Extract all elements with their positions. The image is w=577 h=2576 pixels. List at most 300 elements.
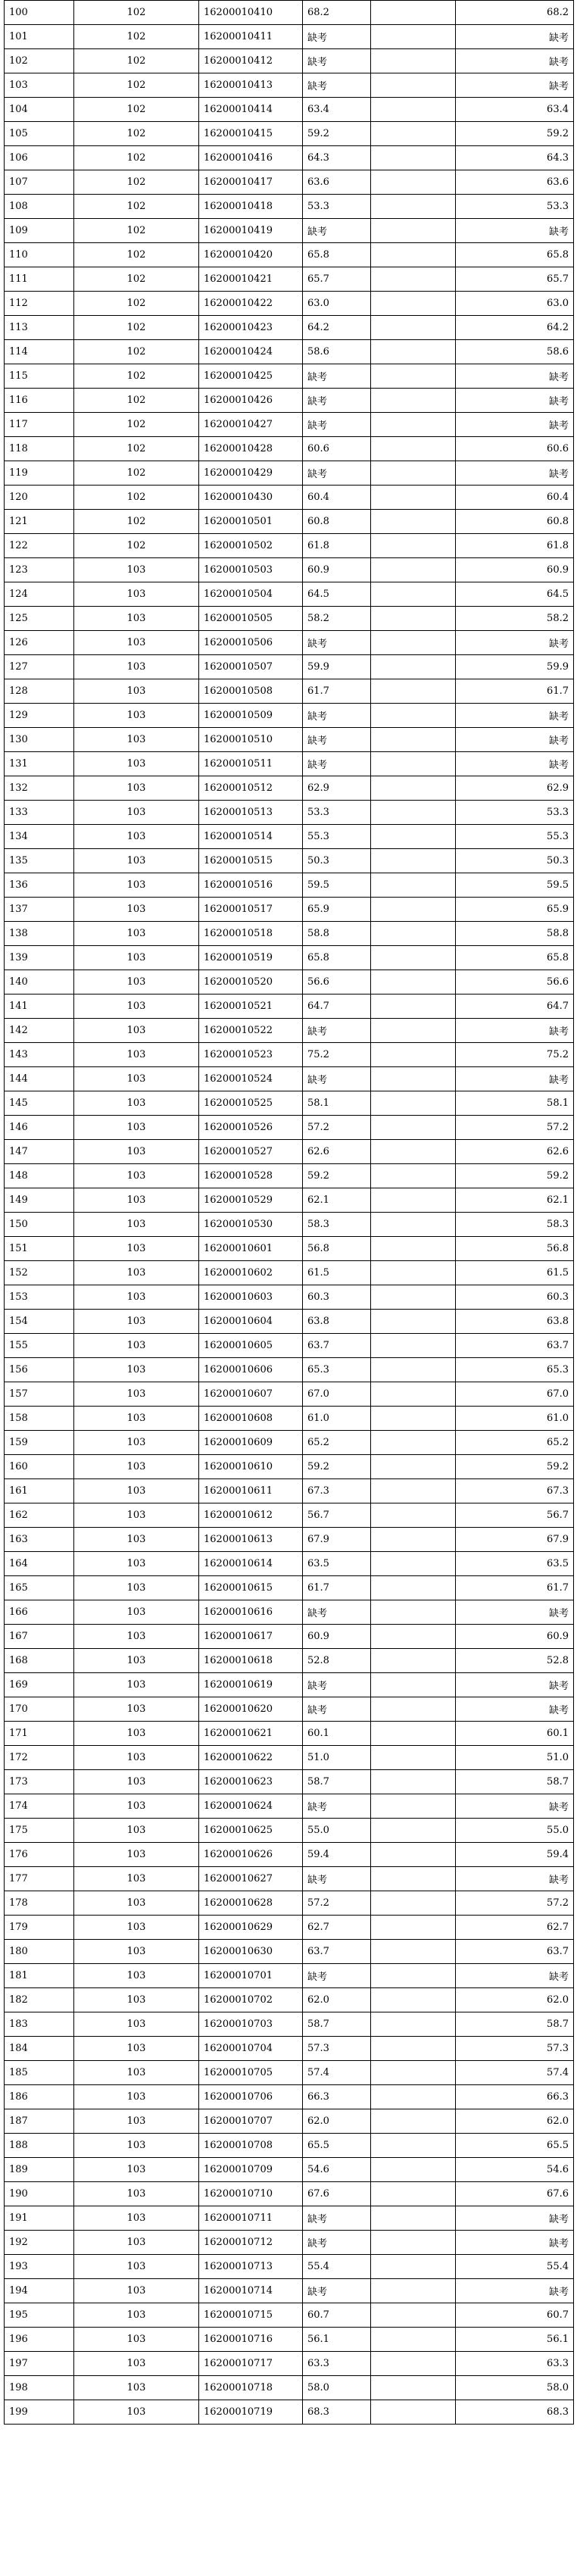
total-score-cell: 59.4 [456, 1843, 574, 1867]
exam-room-cell: 103 [74, 752, 199, 776]
written-score-cell: 缺考 [303, 1697, 371, 1722]
written-score-cell: 65.2 [303, 1431, 371, 1455]
table-row [5, 558, 574, 582]
written-score-cell: 缺考 [303, 413, 371, 437]
total-score-cell: 67.0 [456, 1382, 574, 1407]
table-row [5, 1503, 574, 1528]
row-number-cell: 104 [5, 98, 74, 122]
row-number-cell: 117 [5, 413, 74, 437]
extra-score-cell [371, 776, 456, 801]
written-score-cell: 57.3 [303, 2037, 371, 2061]
table-row [5, 510, 574, 534]
total-score-cell: 缺考 [456, 413, 574, 437]
table-row [5, 98, 574, 122]
written-score-cell: 59.4 [303, 1843, 371, 1867]
exam-room-cell: 103 [74, 898, 199, 922]
total-score-cell: 65.3 [456, 1358, 574, 1382]
exam-room-cell: 103 [74, 1043, 199, 1067]
row-number-cell: 187 [5, 2109, 74, 2134]
extra-score-cell [371, 2279, 456, 2303]
extra-score-cell [371, 994, 456, 1019]
table-row [5, 1794, 574, 1819]
exam-room-cell: 103 [74, 704, 199, 728]
written-score-cell: 缺考 [303, 2279, 371, 2303]
table-row [5, 655, 574, 679]
total-score-cell: 缺考 [456, 461, 574, 486]
extra-score-cell [371, 728, 456, 752]
written-score-cell: 60.8 [303, 510, 371, 534]
candidate-id-cell: 16200010709 [199, 2158, 303, 2182]
exam-room-cell: 103 [74, 1334, 199, 1358]
written-score-cell: 63.5 [303, 1552, 371, 1576]
extra-score-cell [371, 2158, 456, 2182]
extra-score-cell [371, 1140, 456, 1164]
total-score-cell: 缺考 [456, 25, 574, 49]
candidate-id-cell: 16200010719 [199, 2400, 303, 2425]
exam-room-cell: 102 [74, 73, 199, 98]
candidate-id-cell: 16200010611 [199, 1479, 303, 1503]
row-number-cell: 110 [5, 243, 74, 267]
candidate-id-cell: 16200010525 [199, 1091, 303, 1116]
written-score-cell: 缺考 [303, 1600, 371, 1625]
candidate-id-cell: 16200010423 [199, 316, 303, 340]
written-score-cell: 57.4 [303, 2061, 371, 2085]
exam-room-cell: 103 [74, 1503, 199, 1528]
row-number-cell: 121 [5, 510, 74, 534]
total-score-cell: 58.8 [456, 922, 574, 946]
candidate-id-cell: 16200010512 [199, 776, 303, 801]
candidate-id-cell: 16200010523 [199, 1043, 303, 1067]
written-score-cell: 62.7 [303, 1916, 371, 1940]
extra-score-cell [371, 655, 456, 679]
exam-room-cell: 103 [74, 1746, 199, 1770]
written-score-cell: 62.0 [303, 2109, 371, 2134]
candidate-id-cell: 16200010712 [199, 2231, 303, 2255]
total-score-cell: 缺考 [456, 364, 574, 389]
candidate-id-cell: 16200010427 [199, 413, 303, 437]
candidate-id-cell: 16200010603 [199, 1285, 303, 1310]
written-score-cell: 58.6 [303, 340, 371, 364]
exam-room-cell: 103 [74, 1237, 199, 1261]
table-row [5, 364, 574, 389]
extra-score-cell [371, 2231, 456, 2255]
extra-score-cell [371, 2134, 456, 2158]
extra-score-cell [371, 849, 456, 873]
table-row [5, 25, 574, 49]
candidate-id-cell: 16200010530 [199, 1213, 303, 1237]
row-number-cell: 194 [5, 2279, 74, 2303]
exam-room-cell: 103 [74, 1964, 199, 1988]
exam-room-cell: 102 [74, 340, 199, 364]
row-number-cell: 125 [5, 607, 74, 631]
written-score-cell: 55.3 [303, 825, 371, 849]
total-score-cell: 64.2 [456, 316, 574, 340]
table-row [5, 2231, 574, 2255]
row-number-cell: 135 [5, 849, 74, 873]
row-number-cell: 171 [5, 1722, 74, 1746]
table-row [5, 2255, 574, 2279]
exam-room-cell: 103 [74, 1382, 199, 1407]
written-score-cell: 60.6 [303, 437, 371, 461]
total-score-cell: 59.9 [456, 655, 574, 679]
total-score-cell: 67.9 [456, 1528, 574, 1552]
written-score-cell: 缺考 [303, 2206, 371, 2231]
exam-room-cell: 103 [74, 2376, 199, 2400]
table-row [5, 1382, 574, 1407]
table-row [5, 2037, 574, 2061]
candidate-id-cell: 16200010617 [199, 1625, 303, 1649]
exam-room-cell: 103 [74, 1479, 199, 1503]
total-score-cell: 59.5 [456, 873, 574, 898]
table-row [5, 73, 574, 98]
written-score-cell: 缺考 [303, 728, 371, 752]
table-row [5, 2158, 574, 2182]
total-score-cell: 缺考 [456, 219, 574, 243]
table-row [5, 292, 574, 316]
total-score-cell: 63.4 [456, 98, 574, 122]
extra-score-cell [371, 1067, 456, 1091]
candidate-id-cell: 16200010504 [199, 582, 303, 607]
extra-score-cell [371, 1891, 456, 1916]
total-score-cell: 58.0 [456, 2376, 574, 2400]
extra-score-cell [371, 873, 456, 898]
exam-room-cell: 103 [74, 1770, 199, 1794]
candidate-id-cell: 16200010625 [199, 1819, 303, 1843]
extra-score-cell [371, 1261, 456, 1285]
candidate-id-cell: 16200010428 [199, 437, 303, 461]
candidate-id-cell: 16200010609 [199, 1431, 303, 1455]
exam-room-cell: 103 [74, 2158, 199, 2182]
extra-score-cell [371, 801, 456, 825]
candidate-id-cell: 16200010626 [199, 1843, 303, 1867]
written-score-cell: 67.3 [303, 1479, 371, 1503]
extra-score-cell [371, 2206, 456, 2231]
total-score-cell: 缺考 [456, 728, 574, 752]
written-score-cell: 75.2 [303, 1043, 371, 1067]
table-row [5, 1261, 574, 1285]
exam-room-cell: 103 [74, 1285, 199, 1310]
candidate-id-cell: 16200010503 [199, 558, 303, 582]
exam-room-cell: 103 [74, 1867, 199, 1891]
extra-score-cell [371, 1334, 456, 1358]
total-score-cell: 65.5 [456, 2134, 574, 2158]
total-score-cell: 64.5 [456, 582, 574, 607]
row-number-cell: 198 [5, 2376, 74, 2400]
candidate-id-cell: 16200010714 [199, 2279, 303, 2303]
total-score-cell: 缺考 [456, 1019, 574, 1043]
table-row [5, 607, 574, 631]
exam-room-cell: 103 [74, 1916, 199, 1940]
exam-room-cell: 103 [74, 2400, 199, 2425]
extra-score-cell [371, 582, 456, 607]
total-score-cell: 63.0 [456, 292, 574, 316]
written-score-cell: 61.8 [303, 534, 371, 558]
written-score-cell: 59.9 [303, 655, 371, 679]
written-score-cell: 56.1 [303, 2328, 371, 2352]
score-table [4, 0, 574, 2425]
candidate-id-cell: 16200010502 [199, 534, 303, 558]
total-score-cell: 64.3 [456, 146, 574, 170]
extra-score-cell [371, 292, 456, 316]
total-score-cell: 53.3 [456, 195, 574, 219]
row-number-cell: 100 [5, 1, 74, 25]
row-number-cell: 185 [5, 2061, 74, 2085]
row-number-cell: 150 [5, 1213, 74, 1237]
candidate-id-cell: 16200010718 [199, 2376, 303, 2400]
exam-room-cell: 102 [74, 98, 199, 122]
candidate-id-cell: 16200010520 [199, 970, 303, 994]
extra-score-cell [371, 825, 456, 849]
candidate-id-cell: 16200010614 [199, 1552, 303, 1576]
table-row [5, 825, 574, 849]
extra-score-cell [371, 1819, 456, 1843]
total-score-cell: 缺考 [456, 752, 574, 776]
exam-room-cell: 102 [74, 364, 199, 389]
total-score-cell: 缺考 [456, 1067, 574, 1091]
extra-score-cell [371, 1916, 456, 1940]
extra-score-cell [371, 1843, 456, 1867]
candidate-id-cell: 16200010705 [199, 2061, 303, 2085]
row-number-cell: 193 [5, 2255, 74, 2279]
candidate-id-cell: 16200010418 [199, 195, 303, 219]
exam-room-cell: 103 [74, 2134, 199, 2158]
exam-room-cell: 103 [74, 1140, 199, 1164]
row-number-cell: 196 [5, 2328, 74, 2352]
total-score-cell: 57.4 [456, 2061, 574, 2085]
extra-score-cell [371, 946, 456, 970]
table-row [5, 1988, 574, 2012]
total-score-cell: 56.1 [456, 2328, 574, 2352]
total-score-cell: 53.3 [456, 801, 574, 825]
row-number-cell: 172 [5, 1746, 74, 1770]
extra-score-cell [371, 1382, 456, 1407]
extra-score-cell [371, 486, 456, 510]
written-score-cell: 缺考 [303, 1794, 371, 1819]
total-score-cell: 65.7 [456, 267, 574, 292]
extra-score-cell [371, 1019, 456, 1043]
candidate-id-cell: 16200010410 [199, 1, 303, 25]
exam-room-cell: 102 [74, 195, 199, 219]
table-row [5, 1334, 574, 1358]
extra-score-cell [371, 2400, 456, 2425]
exam-room-cell: 103 [74, 2328, 199, 2352]
exam-room-cell: 103 [74, 582, 199, 607]
total-score-cell: 58.6 [456, 340, 574, 364]
candidate-id-cell: 16200010619 [199, 1673, 303, 1697]
total-score-cell: 50.3 [456, 849, 574, 873]
written-score-cell: 59.2 [303, 1164, 371, 1188]
exam-room-cell: 102 [74, 243, 199, 267]
total-score-cell: 58.2 [456, 607, 574, 631]
total-score-cell: 56.8 [456, 1237, 574, 1261]
exam-room-cell: 103 [74, 2109, 199, 2134]
table-row [5, 1043, 574, 1067]
extra-score-cell [371, 2255, 456, 2279]
candidate-id-cell: 16200010621 [199, 1722, 303, 1746]
table-row [5, 1407, 574, 1431]
table-row [5, 146, 574, 170]
written-score-cell: 缺考 [303, 752, 371, 776]
written-score-cell: 51.0 [303, 1746, 371, 1770]
row-number-cell: 190 [5, 2182, 74, 2206]
candidate-id-cell: 16200010528 [199, 1164, 303, 1188]
total-score-cell: 63.8 [456, 1310, 574, 1334]
row-number-cell: 102 [5, 49, 74, 73]
exam-room-cell: 103 [74, 776, 199, 801]
row-number-cell: 120 [5, 486, 74, 510]
table-row [5, 1140, 574, 1164]
extra-score-cell [371, 267, 456, 292]
table-row [5, 243, 574, 267]
total-score-cell: 62.0 [456, 2109, 574, 2134]
total-score-cell: 缺考 [456, 1673, 574, 1697]
candidate-id-cell: 16200010601 [199, 1237, 303, 1261]
row-number-cell: 107 [5, 170, 74, 195]
written-score-cell: 66.3 [303, 2085, 371, 2109]
row-number-cell: 192 [5, 2231, 74, 2255]
written-score-cell: 64.5 [303, 582, 371, 607]
table-row [5, 2328, 574, 2352]
written-score-cell: 65.8 [303, 243, 371, 267]
extra-score-cell [371, 1358, 456, 1382]
candidate-id-cell: 16200010604 [199, 1310, 303, 1334]
row-number-cell: 154 [5, 1310, 74, 1334]
extra-score-cell [371, 1528, 456, 1552]
total-score-cell: 56.6 [456, 970, 574, 994]
table-row [5, 752, 574, 776]
written-score-cell: 缺考 [303, 1019, 371, 1043]
exam-room-cell: 103 [74, 873, 199, 898]
candidate-id-cell: 16200010421 [199, 267, 303, 292]
table-row [5, 1019, 574, 1043]
row-number-cell: 118 [5, 437, 74, 461]
row-number-cell: 149 [5, 1188, 74, 1213]
candidate-id-cell: 16200010508 [199, 679, 303, 704]
extra-score-cell [371, 243, 456, 267]
candidate-id-cell: 16200010518 [199, 922, 303, 946]
exam-room-cell: 103 [74, 1407, 199, 1431]
exam-room-cell: 103 [74, 1528, 199, 1552]
candidate-id-cell: 16200010517 [199, 898, 303, 922]
candidate-id-cell: 16200010510 [199, 728, 303, 752]
total-score-cell: 57.2 [456, 1891, 574, 1916]
exam-room-cell: 103 [74, 994, 199, 1019]
total-score-cell: 61.7 [456, 679, 574, 704]
total-score-cell: 67.3 [456, 1479, 574, 1503]
written-score-cell: 57.2 [303, 1891, 371, 1916]
total-score-cell: 58.7 [456, 1770, 574, 1794]
extra-score-cell [371, 898, 456, 922]
table-row [5, 1479, 574, 1503]
row-number-cell: 140 [5, 970, 74, 994]
row-number-cell: 129 [5, 704, 74, 728]
extra-score-cell [371, 2109, 456, 2134]
exam-room-cell: 103 [74, 1625, 199, 1649]
table-row [5, 122, 574, 146]
table-row [5, 1188, 574, 1213]
table-row [5, 728, 574, 752]
extra-score-cell [371, 2303, 456, 2328]
extra-score-cell [371, 413, 456, 437]
table-row [5, 1310, 574, 1334]
extra-score-cell [371, 2376, 456, 2400]
written-score-cell: 58.3 [303, 1213, 371, 1237]
candidate-id-cell: 16200010624 [199, 1794, 303, 1819]
written-score-cell: 58.2 [303, 607, 371, 631]
written-score-cell: 58.8 [303, 922, 371, 946]
row-number-cell: 160 [5, 1455, 74, 1479]
total-score-cell: 60.7 [456, 2303, 574, 2328]
exam-room-cell: 103 [74, 1455, 199, 1479]
table-row [5, 1285, 574, 1310]
written-score-cell: 67.0 [303, 1382, 371, 1407]
candidate-id-cell: 16200010616 [199, 1600, 303, 1625]
table-row [5, 413, 574, 437]
extra-score-cell [371, 364, 456, 389]
exam-room-cell: 103 [74, 1940, 199, 1964]
table-row [5, 219, 574, 243]
exam-room-cell: 103 [74, 849, 199, 873]
total-score-cell: 60.1 [456, 1722, 574, 1746]
exam-room-cell: 102 [74, 25, 199, 49]
total-score-cell: 62.6 [456, 1140, 574, 1164]
total-score-cell: 缺考 [456, 2206, 574, 2231]
written-score-cell: 63.8 [303, 1310, 371, 1334]
written-score-cell: 61.7 [303, 1576, 371, 1600]
extra-score-cell [371, 1407, 456, 1431]
candidate-id-cell: 16200010506 [199, 631, 303, 655]
table-row [5, 582, 574, 607]
candidate-id-cell: 16200010610 [199, 1455, 303, 1479]
extra-score-cell [371, 607, 456, 631]
extra-score-cell [371, 1237, 456, 1261]
written-score-cell: 63.6 [303, 170, 371, 195]
written-score-cell: 52.8 [303, 1649, 371, 1673]
written-score-cell: 58.0 [303, 2376, 371, 2400]
candidate-id-cell: 16200010630 [199, 1940, 303, 1964]
exam-room-cell: 103 [74, 2012, 199, 2037]
table-row [5, 1213, 574, 1237]
exam-room-cell: 103 [74, 1431, 199, 1455]
table-row [5, 2109, 574, 2134]
row-number-cell: 127 [5, 655, 74, 679]
table-row [5, 679, 574, 704]
exam-room-cell: 102 [74, 170, 199, 195]
exam-room-cell: 103 [74, 1091, 199, 1116]
total-score-cell: 65.8 [456, 243, 574, 267]
row-number-cell: 143 [5, 1043, 74, 1067]
written-score-cell: 59.2 [303, 1455, 371, 1479]
extra-score-cell [371, 1625, 456, 1649]
extra-score-cell [371, 2182, 456, 2206]
table-row [5, 49, 574, 73]
exam-room-cell: 103 [74, 1067, 199, 1091]
total-score-cell: 60.9 [456, 558, 574, 582]
candidate-id-cell: 16200010711 [199, 2206, 303, 2231]
row-number-cell: 145 [5, 1091, 74, 1116]
exam-room-cell: 103 [74, 607, 199, 631]
total-score-cell: 62.7 [456, 1916, 574, 1940]
total-score-cell: 52.8 [456, 1649, 574, 1673]
extra-score-cell [371, 1091, 456, 1116]
table-row [5, 1819, 574, 1843]
table-row [5, 1891, 574, 1916]
candidate-id-cell: 16200010413 [199, 73, 303, 98]
exam-room-cell: 103 [74, 1552, 199, 1576]
table-row [5, 389, 574, 413]
written-score-cell: 63.3 [303, 2352, 371, 2376]
extra-score-cell [371, 25, 456, 49]
